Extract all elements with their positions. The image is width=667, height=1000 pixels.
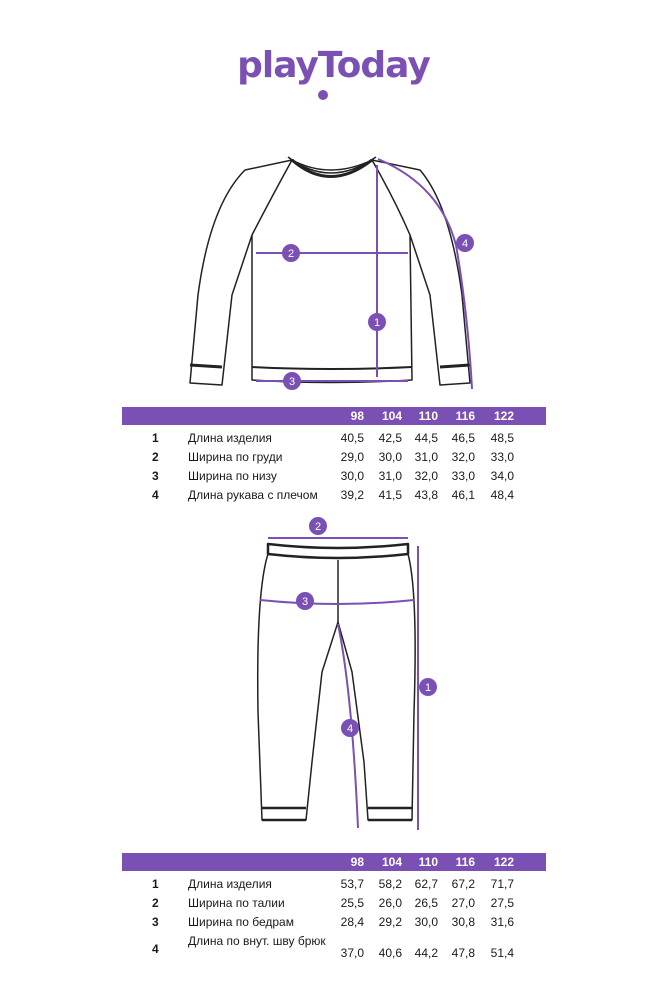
bottom-table-header bbox=[122, 853, 546, 871]
cell: 51,4 bbox=[490, 946, 514, 960]
row-number: 2 bbox=[152, 450, 159, 464]
cell: 62,7 bbox=[414, 877, 438, 891]
top-size-table bbox=[122, 407, 546, 505]
cell: 40,5 bbox=[340, 431, 364, 445]
cell: 25,5 bbox=[340, 896, 364, 910]
sweatshirt-diagram bbox=[0, 145, 667, 405]
table-row bbox=[122, 429, 546, 448]
row-name: Ширина по низу bbox=[188, 469, 277, 483]
size-110: 110 bbox=[418, 409, 438, 423]
table-row bbox=[122, 932, 546, 968]
row-number: 1 bbox=[152, 431, 159, 445]
row-number: 1 bbox=[152, 877, 159, 891]
sweatshirt-drawing bbox=[0, 145, 667, 405]
table-row bbox=[122, 486, 546, 505]
brand-logo: playToday bbox=[237, 45, 430, 86]
cell: 31,6 bbox=[490, 915, 514, 929]
size-98: 98 bbox=[350, 409, 364, 423]
cell: 30,0 bbox=[414, 915, 438, 929]
cell: 46,5 bbox=[451, 431, 475, 445]
cell: 39,2 bbox=[340, 488, 364, 502]
cell: 33,0 bbox=[451, 469, 475, 483]
cell: 30,0 bbox=[378, 450, 402, 464]
row-number: 4 bbox=[152, 488, 159, 502]
marker-3-label: 3 bbox=[288, 376, 296, 388]
cell: 26,5 bbox=[414, 896, 438, 910]
row-name: Ширина по талии bbox=[188, 896, 285, 910]
size-116: 116 bbox=[455, 409, 475, 423]
cell: 42,5 bbox=[378, 431, 402, 445]
cell: 37,0 bbox=[340, 946, 364, 960]
cell: 32,0 bbox=[414, 469, 438, 483]
cell: 41,5 bbox=[378, 488, 402, 502]
size-116: 116 bbox=[455, 855, 475, 869]
bottom-size-table bbox=[122, 853, 546, 968]
cell: 48,4 bbox=[490, 488, 514, 502]
cell: 67,2 bbox=[451, 877, 475, 891]
row-name: Длина изделия bbox=[188, 431, 272, 445]
cell: 46,1 bbox=[451, 488, 475, 502]
cell: 71,7 bbox=[490, 877, 514, 891]
bottom-markers bbox=[296, 517, 437, 737]
marker-1-label: 1 bbox=[373, 317, 381, 329]
cell: 26,0 bbox=[378, 896, 402, 910]
cell: 27,0 bbox=[451, 896, 475, 910]
cell: 33,0 bbox=[490, 450, 514, 464]
cell: 40,6 bbox=[378, 946, 402, 960]
size-122: 122 bbox=[493, 855, 514, 869]
pants-drawing bbox=[0, 512, 667, 847]
row-name: Длина изделия bbox=[188, 877, 272, 891]
cell: 32,0 bbox=[451, 450, 475, 464]
row-number: 4 bbox=[152, 942, 159, 956]
marker-2-label: 2 bbox=[314, 521, 322, 533]
table-row bbox=[122, 467, 546, 486]
cell: 29,2 bbox=[378, 915, 402, 929]
cell: 58,2 bbox=[378, 877, 402, 891]
marker-4-label: 4 bbox=[461, 238, 469, 250]
row-number: 3 bbox=[152, 915, 159, 929]
row-name: Длина по внут. шву брюк bbox=[188, 934, 326, 948]
cell: 43,8 bbox=[414, 488, 438, 502]
marker-3-label: 3 bbox=[301, 596, 309, 608]
row-name: Длина рукава с плечом bbox=[188, 488, 318, 502]
marker-4-label: 4 bbox=[346, 723, 354, 735]
top-table-header bbox=[122, 407, 546, 425]
size-104: 104 bbox=[381, 409, 402, 423]
table-row bbox=[122, 894, 546, 913]
table-row bbox=[122, 913, 546, 932]
cell: 44,5 bbox=[414, 431, 438, 445]
pants-diagram bbox=[0, 512, 667, 847]
cell: 31,0 bbox=[414, 450, 438, 464]
row-name: Ширина по бедрам bbox=[188, 915, 294, 929]
size-122: 122 bbox=[493, 409, 514, 423]
size-98: 98 bbox=[350, 855, 364, 869]
cell: 48,5 bbox=[490, 431, 514, 445]
cell: 30,0 bbox=[340, 469, 364, 483]
marker-1-label: 1 bbox=[424, 682, 432, 694]
table-row bbox=[122, 875, 546, 894]
row-number: 2 bbox=[152, 896, 159, 910]
cell: 34,0 bbox=[490, 469, 514, 483]
cell: 53,7 bbox=[340, 877, 364, 891]
cell: 31,0 bbox=[378, 469, 402, 483]
cell: 27,5 bbox=[490, 896, 514, 910]
table-row bbox=[122, 448, 546, 467]
cell: 28,4 bbox=[340, 915, 364, 929]
logo-dot bbox=[318, 90, 328, 100]
cell: 44,2 bbox=[414, 946, 438, 960]
marker-2-label: 2 bbox=[287, 248, 295, 260]
cell: 47,8 bbox=[451, 946, 475, 960]
size-104: 104 bbox=[381, 855, 402, 869]
cell: 29,0 bbox=[340, 450, 364, 464]
row-name: Ширина по груди bbox=[188, 450, 283, 464]
size-110: 110 bbox=[418, 855, 438, 869]
cell: 30,8 bbox=[451, 915, 475, 929]
row-number: 3 bbox=[152, 469, 159, 483]
